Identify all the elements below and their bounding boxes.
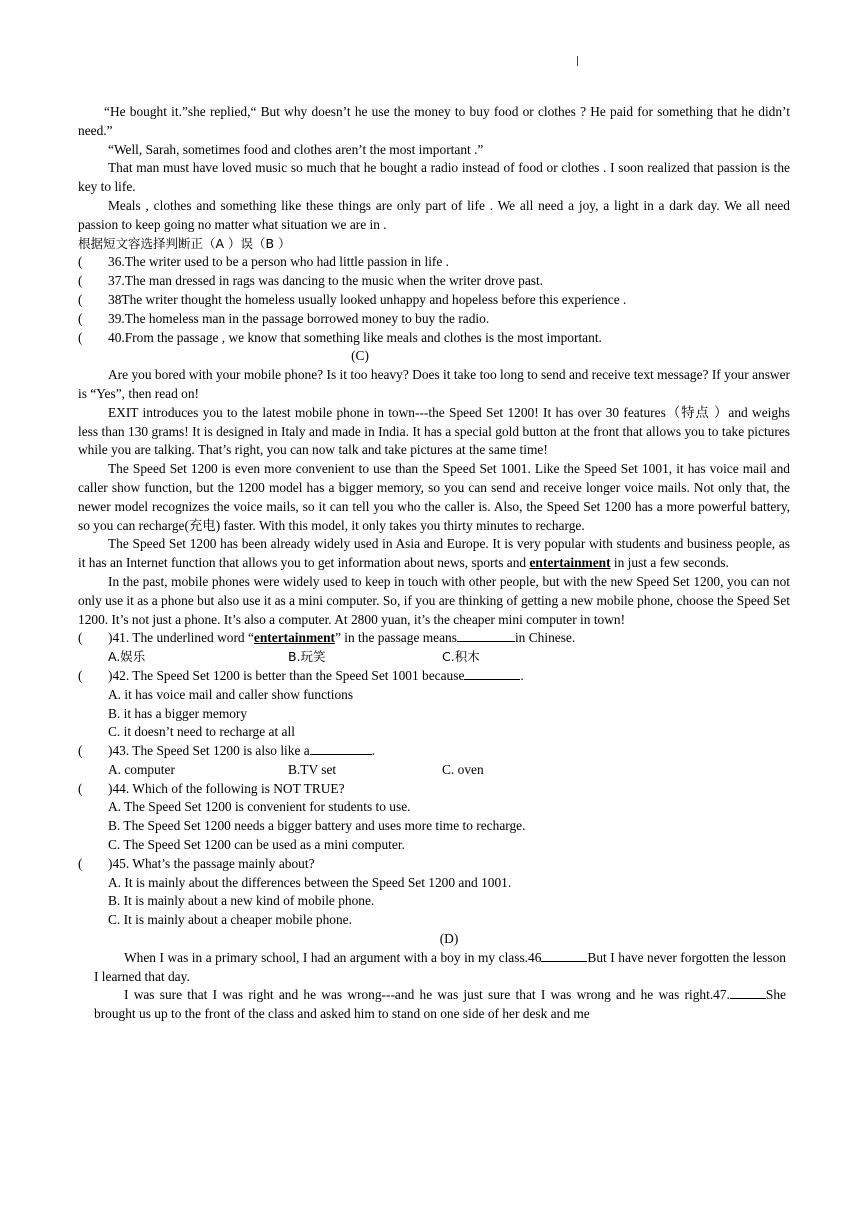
question-text: in Chinese.: [514, 630, 576, 646]
answer-blank: [464, 667, 520, 680]
answer-blank: [457, 629, 515, 642]
paragraph-text: I was sure that I was right and he was wrong---and he was just sure that I was wrong and he was right.47.: [124, 987, 730, 1003]
answer-paren: (: [78, 780, 83, 796]
underlined-word: entertainment: [529, 555, 611, 571]
option-c: C.积木: [442, 649, 480, 665]
tf-question-36: [78, 253, 790, 272]
option-a: A. it has voice mail and caller show functions: [108, 686, 354, 702]
passage-c-paragraph: [78, 535, 790, 573]
option-b: B. It is mainly about a new kind of mobile phone.: [108, 893, 375, 909]
question-text: 38The writer thought the homeless usually looked unhappy and hopeless before this experience .: [108, 291, 627, 307]
tf-question-40: [78, 329, 790, 348]
option-a: A.娱乐: [108, 649, 146, 665]
question-45: [78, 855, 790, 874]
question-text: 36.The writer used to be a person who had little passion in life .: [108, 254, 450, 270]
option-c: C. it doesn’t need to recharge at all: [108, 724, 295, 740]
option-b: B. it has a bigger memory: [108, 705, 248, 721]
passage-c-paragraph: The Speed Set 1200 is even more convenient to use than the Speed Set 1001. Like the Speed Set 1001, it has voice mail and caller show function, but the 1200 model has a bigger memory, so you can send and receive longer voice mails. Not only that, the newer model recognizes the voice mails, so it can tell you who the caller is. Also, the Speed Set 1200 has a more powerful battery, so you can recharge(充电) faster. With this model, it only takes you thirty minutes to recharge.: [78, 461, 790, 533]
question-41: [78, 629, 790, 648]
option-a: A. It is mainly about the differences between the Speed Set 1200 and 1001.: [108, 874, 512, 890]
answer-blank: [310, 742, 372, 755]
question-text: 39.The homeless man in the passage borrowed money to buy the radio.: [108, 310, 490, 326]
question-42: [78, 667, 790, 686]
passage-b-paragraph: “He bought it.”she replied,“ But why doesn’t he use the money to buy food or clothes ? He paid for something that he didn’t need.”: [78, 104, 790, 138]
answer-paren: (: [78, 630, 83, 646]
answer-paren: (: [78, 273, 83, 289]
tf-question-38: [78, 291, 790, 310]
question-text: 37.The man dressed in rags was dancing to the music when the writer drove past.: [108, 273, 544, 289]
passage-c-paragraph: In the past, mobile phones were widely used to keep in touch with other people, but with the new Speed Set 1200, you can not only use it as a phone but also use it as a mini computer. So, if you are thinking of getting a new mobile phone, choose the Speed Set 1200. It’s not just a phone. It’s also a computer. At 2800 yuan, it’s the cheaper mini computer in town!: [78, 573, 790, 627]
answer-paren: (: [78, 254, 83, 270]
paragraph-text: The Speed Set 1200 has been already widely used in Asia and Europe. It is very popular with students and business people, as it has an Internet function that allows you to get information about news, sports and: [78, 536, 790, 571]
option-a: A. computer: [108, 761, 175, 777]
option-a: A. The Speed Set 1200 is convenient for students to use.: [108, 799, 411, 815]
underlined-word: entertainment: [253, 630, 335, 646]
passage-d: [94, 949, 786, 1024]
options-41: [78, 648, 790, 667]
section-heading-c: (C): [351, 348, 369, 364]
document-page: [78, 103, 790, 1024]
page-marker: [577, 56, 578, 66]
option-c: C. The Speed Set 1200 can be used as a mini computer.: [108, 837, 405, 853]
question-text: )42. The Speed Set 1200 is better than the Speed Set 1001 because: [108, 667, 465, 683]
passage-b-paragraph: Meals , clothes and something like these things are only part of life . We all need a joy, a light in a dark day. We all need passion to keep going no matter what situation we are in .: [78, 197, 790, 232]
option-c: C. oven: [442, 761, 484, 777]
paragraph-text: She brought us up to the front of the class and asked him to stand on one side of her desk and me: [94, 987, 786, 1022]
answer-blank: [541, 949, 587, 962]
option-b: B.玩笑: [288, 649, 326, 665]
section-heading-d: (D): [439, 931, 459, 947]
paragraph-text: But I have never forgotten the lesson I learned that day.: [94, 949, 786, 984]
answer-paren: (: [78, 855, 83, 871]
option-b: B. The Speed Set 1200 needs a bigger battery and uses more time to recharge.: [108, 818, 526, 834]
paragraph-text: When I was in a primary school, I had an argument with a boy in my class.46: [124, 949, 542, 965]
passage-c-paragraph: Are you bored with your mobile phone? Is it too heavy? Does it take too long to send and receive text message? If your answer is “Yes”, then read on!: [78, 367, 790, 401]
paragraph-text: in just a few seconds.: [610, 555, 729, 571]
option-c: C. It is mainly about a cheaper mobile phone.: [108, 912, 352, 928]
question-text: )44. Which of the following is NOT TRUE?: [108, 780, 345, 796]
question-text: )43. The Speed Set 1200 is also like a: [108, 743, 310, 759]
options-43: [78, 761, 790, 780]
passage-b-paragraph: “Well, Sarah, sometimes food and clothes aren’t the most important .”: [108, 141, 484, 157]
answer-paren: (: [78, 743, 83, 759]
passage-b-paragraph: That man must have loved music so much that he bought a radio instead of food or clothes . I soon realized that passion is the key to life.: [78, 160, 790, 195]
question-44: [78, 780, 790, 799]
answer-blank: [730, 986, 766, 999]
tf-question-39: [78, 310, 790, 329]
answer-paren: (: [78, 291, 83, 307]
passage-c-paragraph: EXIT introduces you to the latest mobile phone in town---the Speed Set 1200! It has over 30 features（特点 ）and weighs less than 130 grams! It is designed in Italy and made in India. It has a special gold button at the front that allows you to take pictures while you are talking. That’s right, you can now talk and take pictures at the same time!: [78, 404, 790, 458]
passage-d-paragraph: [94, 986, 786, 1024]
question-43: [78, 742, 790, 761]
answer-paren: (: [78, 310, 83, 326]
question-text: .: [520, 667, 524, 683]
question-text: )41. The underlined word “: [108, 630, 254, 646]
question-text: )45. What’s the passage mainly about?: [108, 855, 315, 871]
answer-paren: (: [78, 667, 83, 683]
answer-paren: (: [78, 329, 83, 345]
option-b: B.TV set: [288, 761, 337, 777]
question-text: .: [371, 743, 376, 759]
passage-d-paragraph: [94, 949, 786, 987]
question-text: ” in the passage means: [334, 630, 457, 646]
question-text: 40.From the passage , we know that something like meals and clothes is the most important.: [108, 329, 602, 345]
tf-instruction: 根据短文容选择判断正（A ）误（B ）: [78, 235, 291, 251]
tf-question-37: [78, 272, 790, 291]
